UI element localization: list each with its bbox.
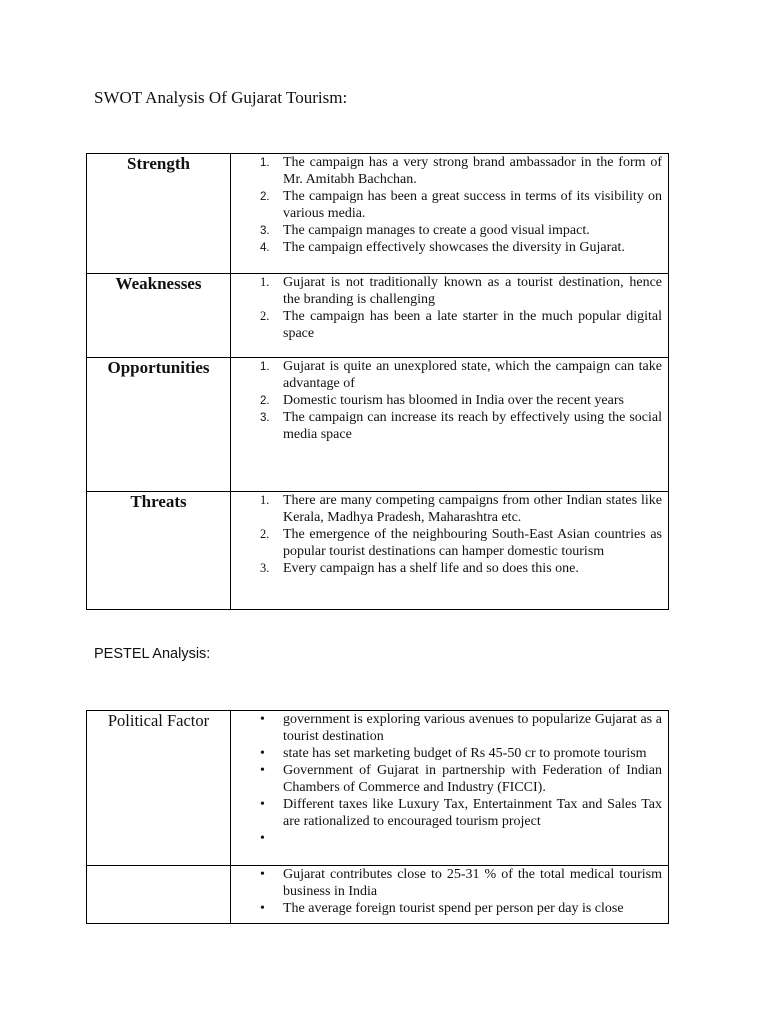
list-item	[231, 711, 668, 745]
pestel-content-cell	[231, 711, 669, 866]
list-item	[231, 409, 668, 443]
swot-label-opportunities: Opportunities	[107, 358, 210, 377]
list-text: Government of Gujarat in partnership with Federation of Indian Chambers of Commerce and Industry (FICCI).	[283, 763, 662, 795]
list-number: 2.	[260, 395, 270, 407]
weaknesses-list	[231, 274, 668, 342]
threats-list	[231, 492, 668, 577]
list-text: The campaign manages to create a good visual impact.	[283, 223, 590, 238]
bullet-icon: •	[260, 901, 265, 916]
pestel-label-cell	[87, 866, 231, 924]
list-item	[231, 392, 668, 409]
list-number: 3.	[260, 561, 270, 575]
swot-label-cell	[87, 492, 231, 610]
list-number: 3.	[260, 412, 270, 424]
swot-content-cell	[231, 274, 669, 358]
list-text: Gujarat is not traditionally known as a tourist destination, hence the branding is challenging	[283, 275, 662, 307]
list-item	[231, 796, 668, 830]
pestel-content-cell	[231, 866, 669, 924]
pestel-row-economic	[87, 866, 669, 924]
pestel-row-political	[87, 711, 669, 866]
list-item	[231, 526, 668, 560]
opportunities-list	[231, 358, 668, 443]
bullet-icon: •	[260, 831, 265, 846]
list-item	[231, 274, 668, 308]
swot-label-strength: Strength	[127, 154, 190, 173]
list-number: 1.	[260, 157, 270, 169]
pestel-label-political: Political Factor	[107, 711, 210, 730]
list-text: The campaign can increase its reach by effectively using the social media space	[283, 410, 662, 442]
list-number: 2.	[260, 309, 270, 323]
list-text: Gujarat is quite an unexplored state, which the campaign can take advantage of	[283, 359, 662, 391]
economic-list	[231, 866, 668, 917]
list-item	[231, 560, 668, 577]
bullet-icon: •	[260, 797, 265, 812]
list-number: 2.	[260, 191, 270, 203]
list-item	[231, 188, 668, 222]
bullet-icon: •	[260, 712, 265, 727]
list-text: The campaign effectively showcases the diversity in Gujarat.	[283, 240, 625, 255]
list-item	[231, 866, 668, 900]
swot-row-strength	[87, 154, 669, 274]
list-text: The campaign has been a late starter in the much popular digital space	[283, 309, 662, 341]
list-item	[231, 154, 668, 188]
swot-content-cell	[231, 358, 669, 492]
swot-label-threats: Threats	[130, 492, 187, 511]
pestel-label-cell	[87, 711, 231, 866]
list-text: Every campaign has a shelf life and so does this one.	[283, 561, 579, 576]
bullet-icon: •	[260, 867, 265, 882]
swot-label-weaknesses: Weaknesses	[115, 274, 202, 293]
list-text: Gujarat contributes close to 25-31 % of the total medical tourism business in India	[283, 867, 662, 899]
list-item	[231, 830, 668, 847]
list-text: Domestic tourism has bloomed in India over the recent years	[283, 393, 624, 408]
swot-label-cell	[87, 358, 231, 492]
swot-title: SWOT Analysis Of Gujarat Tourism:	[94, 88, 348, 107]
list-item	[231, 239, 668, 256]
list-item	[231, 222, 668, 239]
political-list	[231, 711, 668, 847]
swot-table	[86, 153, 669, 610]
list-text: The campaign has a very strong brand ambassador in the form of Mr. Amitabh Bachchan.	[283, 155, 662, 187]
swot-content-cell	[231, 492, 669, 610]
swot-row-opportunities	[87, 358, 669, 492]
pestel-title: PESTEL Analysis:	[94, 646, 211, 662]
list-item	[231, 900, 668, 917]
list-text: government is exploring various avenues to popularize Gujarat as a tourist destination	[283, 712, 662, 744]
list-text: The campaign has been a great success in terms of its visibility on various media.	[283, 189, 662, 221]
swot-content-cell	[231, 154, 669, 274]
list-item	[231, 492, 668, 526]
list-number: 1.	[260, 493, 270, 507]
strength-list	[231, 154, 668, 256]
list-item	[231, 762, 668, 796]
list-number: 4.	[260, 242, 270, 254]
list-item	[231, 745, 668, 762]
pestel-table	[86, 710, 669, 924]
list-text: The average foreign tourist spend per person per day is close	[283, 901, 624, 916]
swot-row-weaknesses	[87, 274, 669, 358]
list-number: 1.	[260, 361, 270, 373]
list-number: 3.	[260, 225, 270, 237]
bullet-icon: •	[260, 763, 265, 778]
list-text: Different taxes like Luxury Tax, Entertainment Tax and Sales Tax are rationalized to encouraged tourism project	[283, 797, 662, 829]
list-text: There are many competing campaigns from other Indian states like Kerala, Madhya Pradesh, Maharashtra etc.	[283, 493, 662, 525]
swot-label-cell	[87, 154, 231, 274]
bullet-icon: •	[260, 746, 265, 761]
list-text: state has set marketing budget of Rs 45-50 cr to promote tourism	[283, 746, 647, 761]
swot-label-cell	[87, 274, 231, 358]
swot-row-threats	[87, 492, 669, 610]
list-number: 1.	[260, 275, 270, 289]
list-item	[231, 358, 668, 392]
list-number: 2.	[260, 527, 270, 541]
list-item	[231, 308, 668, 342]
list-text: The emergence of the neighbouring South-East Asian countries as popular tourist destinations can hamper domestic tourism	[283, 527, 662, 559]
